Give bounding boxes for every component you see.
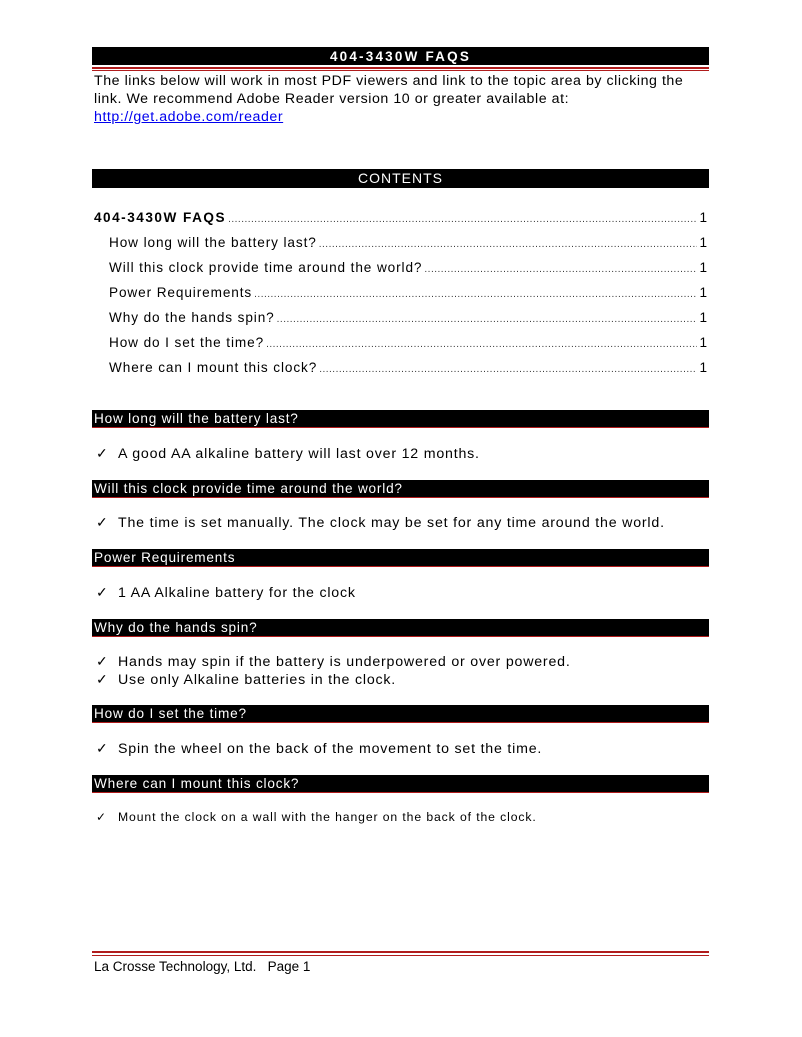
toc-item-world-time[interactable] <box>92 255 709 280</box>
section-heading: Where can I mount this clock? <box>92 775 709 792</box>
section-heading: Why do the hands spin? <box>92 619 709 636</box>
toc-item-battery[interactable] <box>92 230 709 255</box>
toc-leader <box>319 355 697 382</box>
section-heading: How do I set the time? <box>92 705 709 722</box>
checkmark-icon: ✓ <box>96 446 109 462</box>
section-mount <box>92 775 709 826</box>
toc-page-number: 1 <box>699 260 707 275</box>
bullet-list <box>92 514 709 532</box>
checkmark-icon: ✓ <box>96 654 109 670</box>
section-heading: How long will the battery last? <box>92 410 709 427</box>
toc-item-label: How long will the battery last? <box>109 235 317 250</box>
adobe-reader-link[interactable]: http://get.adobe.com/reader <box>94 109 284 125</box>
toc-item-label: Why do the hands spin? <box>109 310 275 325</box>
bullet-list <box>92 653 709 689</box>
list-item <box>92 445 709 463</box>
bullet-text: Hands may spin if the battery is underpowered or over powered. <box>118 654 571 670</box>
toc-page-number: 1 <box>699 335 707 350</box>
list-item <box>92 584 709 602</box>
bullet-text: 1 AA Alkaline battery for the clock <box>118 585 356 601</box>
toc-item-label: Where can I mount this clock? <box>109 360 318 375</box>
footer-rule-thin <box>92 955 709 956</box>
list-item <box>92 671 709 689</box>
section-set-time <box>92 705 709 758</box>
list-item <box>92 653 709 671</box>
section-battery <box>92 410 709 463</box>
list-item <box>92 740 709 758</box>
toc-item-power[interactable] <box>92 280 709 305</box>
toc-leader <box>266 330 697 357</box>
title-rule-thin <box>92 70 709 71</box>
section-rule <box>92 497 709 498</box>
toc-item-set-time[interactable] <box>92 330 709 355</box>
toc-page-number: 1 <box>699 210 707 225</box>
toc-page-number: 1 <box>699 235 707 250</box>
footer-page-number: Page 1 <box>267 959 311 974</box>
section-rule <box>92 636 709 637</box>
intro-paragraph <box>92 72 709 126</box>
section-power <box>92 549 709 602</box>
bullet-text: The time is set manually. The clock may be set for any time around the world. <box>118 515 665 531</box>
checkmark-icon: ✓ <box>96 585 109 601</box>
list-item <box>92 514 709 532</box>
bullet-text: Spin the wheel on the back of the movement to set the time. <box>118 741 543 757</box>
section-rule <box>92 427 709 428</box>
section-rule <box>92 722 709 723</box>
checkmark-icon: ✓ <box>96 672 109 688</box>
toc-leader <box>319 230 698 257</box>
toc-leader <box>424 255 697 282</box>
checkmark-icon: ✓ <box>96 810 108 824</box>
bullet-text: A good AA alkaline battery will last over 12 months. <box>118 446 480 462</box>
document-title: 404-3430W FAQS <box>92 47 709 65</box>
toc-item-label: Power Requirements <box>109 285 253 300</box>
section-world-time <box>92 480 709 532</box>
toc-page-number: 1 <box>699 310 707 325</box>
bullet-list <box>92 445 709 463</box>
toc-page-number: 1 <box>699 360 707 375</box>
toc-item-label: Will this clock provide time around the world? <box>109 260 423 275</box>
toc-leader <box>228 205 697 232</box>
section-rule <box>92 566 709 567</box>
list-item <box>92 808 709 826</box>
footer-company: La Crosse Technology, Ltd. <box>94 959 257 974</box>
toc-leader <box>277 305 698 332</box>
toc-item-label: How do I set the time? <box>109 335 265 350</box>
bullet-text: Use only Alkaline batteries in the clock. <box>118 672 397 688</box>
intro-text: The links below will work in most PDF viewers and link to the topic area by clicking the link. We recommend Adobe Reader version 10 or greater available at: <box>94 73 684 107</box>
toc-item-hands-spin[interactable] <box>92 305 709 330</box>
toc-leader <box>254 280 697 307</box>
toc-page-number: 1 <box>699 285 707 300</box>
toc-item-mount[interactable] <box>92 355 709 380</box>
toc-item-faqs[interactable] <box>92 205 709 230</box>
section-hands-spin <box>92 619 709 689</box>
table-of-contents <box>92 205 709 380</box>
footer-rule <box>92 951 709 953</box>
bullet-list <box>92 808 709 826</box>
checkmark-icon: ✓ <box>96 515 109 531</box>
section-heading: Will this clock provide time around the world? <box>92 480 709 497</box>
bullet-text: Mount the clock on a wall with the hanger on the back of the clock. <box>118 810 537 824</box>
contents-heading: CONTENTS <box>92 169 709 188</box>
bullet-list <box>92 584 709 602</box>
title-rule <box>92 67 709 69</box>
section-rule <box>92 792 709 793</box>
toc-item-label: 404-3430W FAQS <box>94 210 227 225</box>
document-page <box>92 47 709 826</box>
bullet-list <box>92 740 709 758</box>
checkmark-icon: ✓ <box>96 741 109 757</box>
page-footer <box>94 959 310 974</box>
section-heading: Power Requirements <box>92 549 709 566</box>
